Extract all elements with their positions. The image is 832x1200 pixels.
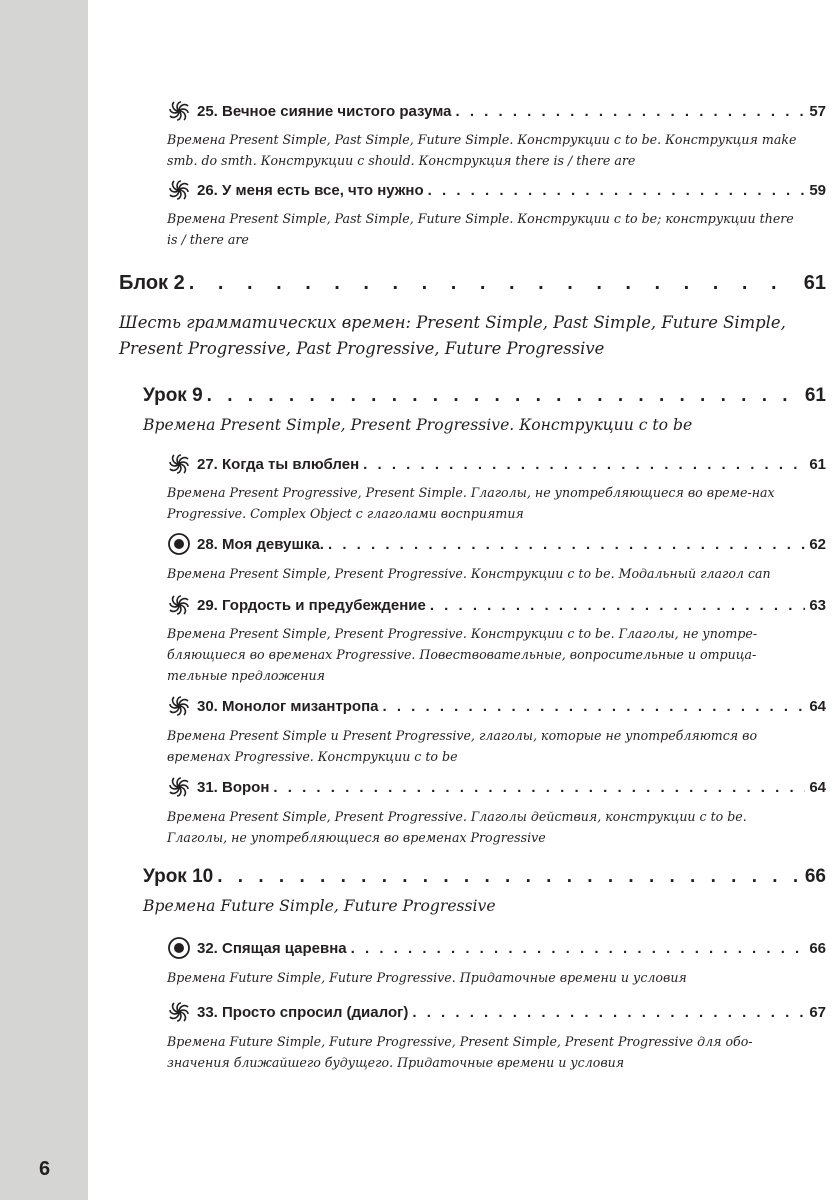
swirl-icon (167, 775, 191, 799)
entry-description: Времена Present Simple, Present Progressive. Глаголы действия, конструкции с to be. Глаголы, не употребляющиеся во временах Progressive (167, 809, 747, 845)
entry-description: Времена Present Progressive, Present Simple. Глаголы, не употребляющиеся во време-нах Progressive. Complex Object с глаголами восприятия (167, 485, 775, 521)
entry-title: 31. Ворон (197, 778, 270, 796)
entry-description: Времена Present Simple, Past Simple, Future Simple. Конструкции с to be; конструкции there is / there are (167, 211, 794, 247)
dot-leader (430, 597, 805, 614)
entry-title: 30. Монолог мизантропа (197, 697, 379, 715)
dot-leader (363, 456, 805, 473)
circle-dot-icon (167, 936, 191, 960)
block-page: 61 (803, 272, 826, 294)
entry-description: Времена Future Simple, Future Progressive, Present Simple, Present Progressive для обо-значения ближайшего будущего. Придаточные времени и условия (167, 1034, 753, 1070)
dot-leader (189, 272, 800, 295)
toc-entry-30[interactable] (167, 694, 826, 718)
lesson-page: 66 (804, 866, 826, 887)
swirl-icon (167, 178, 191, 202)
toc-entry-28[interactable] (167, 532, 826, 556)
toc-lesson-9[interactable] (143, 385, 826, 407)
dot-leader (273, 779, 805, 796)
lesson-description: Времена Present Simple, Present Progressive. Конструкции с to be (143, 416, 693, 434)
entry-title: 25. Вечное сияние чистого разума (197, 102, 452, 120)
toc-entry-31[interactable] (167, 775, 826, 799)
entry-title: 32. Спящая царевна (197, 939, 347, 957)
entry-page: 63 (809, 596, 826, 614)
lesson-title: Урок 9 (143, 385, 203, 406)
swirl-icon (167, 694, 191, 718)
dot-leader (412, 1004, 805, 1021)
entry-page: 57 (809, 102, 826, 120)
swirl-icon (167, 99, 191, 123)
entry-page: 62 (809, 535, 826, 553)
entry-page: 67 (809, 1003, 826, 1021)
lesson-title: Урок 10 (143, 866, 214, 887)
toc-entry-25[interactable] (167, 99, 826, 123)
toc-entry-26[interactable] (167, 178, 826, 202)
entry-page: 64 (809, 697, 826, 715)
lesson-description: Времена Future Simple, Future Progressive (143, 897, 496, 915)
entry-page: 66 (809, 939, 826, 957)
dot-leader (351, 940, 806, 957)
toc-lesson-10[interactable] (143, 866, 826, 888)
block-description: Шесть грамматических времен: Present Simple, Past Simple, Future Simple, Present Progressive, Past Progressive, Future Progressive (119, 313, 786, 358)
entry-description: Времена Present Simple, Past Simple, Future Simple. Конструкции с to be. Конструкция make smb. do smth. Конструкции с should. Конструкция there is / there are (167, 132, 797, 168)
toc-entry-27[interactable] (167, 452, 826, 476)
toc-entry-33[interactable] (167, 1000, 826, 1024)
dot-leader (217, 866, 801, 888)
entry-title: 33. Просто спросил (диалог) (197, 1003, 409, 1021)
toc-entry-29[interactable] (167, 593, 826, 617)
dot-leader (328, 536, 805, 553)
toc-block-2[interactable] (119, 272, 826, 295)
toc-entry-32[interactable] (167, 936, 826, 960)
dot-leader (456, 103, 806, 120)
entry-page: 64 (809, 778, 826, 796)
swirl-icon (167, 452, 191, 476)
dot-leader (207, 385, 801, 407)
block-title: Блок 2 (119, 272, 185, 294)
swirl-icon (167, 593, 191, 617)
entry-page: 61 (809, 455, 826, 473)
dot-leader (428, 182, 806, 199)
entry-description: Времена Future Simple, Future Progressive. Придаточные времени и условия (167, 970, 687, 985)
page-number: 6 (39, 1158, 51, 1180)
entry-page: 59 (809, 181, 826, 199)
page-margin-strip (0, 0, 88, 1200)
entry-title: 29. Гордость и предубеждение (197, 596, 426, 614)
dot-leader (383, 698, 806, 715)
lesson-page: 61 (804, 385, 826, 406)
entry-description: Времена Present Simple и Present Progressive, глаголы, которые не употребляются во временах Progressive. Конструкции с to be (167, 728, 758, 764)
entry-title: 28. Моя девушка. (197, 535, 324, 553)
swirl-icon (167, 1000, 191, 1024)
entry-description: Времена Present Simple, Present Progressive. Конструкции с to be. Модальный глагол can (167, 566, 771, 581)
entry-title: 26. У меня есть все, что нужно (197, 181, 424, 199)
circle-dot-icon (167, 532, 191, 556)
entry-title: 27. Когда ты влюблен (197, 455, 360, 473)
entry-description: Времена Present Simple, Present Progressive. Конструкции с to be. Глаголы, не употре-бляющиеся во временах Progressive. Повествовательные, вопросительные и отрица-тельные предложения (167, 626, 758, 683)
